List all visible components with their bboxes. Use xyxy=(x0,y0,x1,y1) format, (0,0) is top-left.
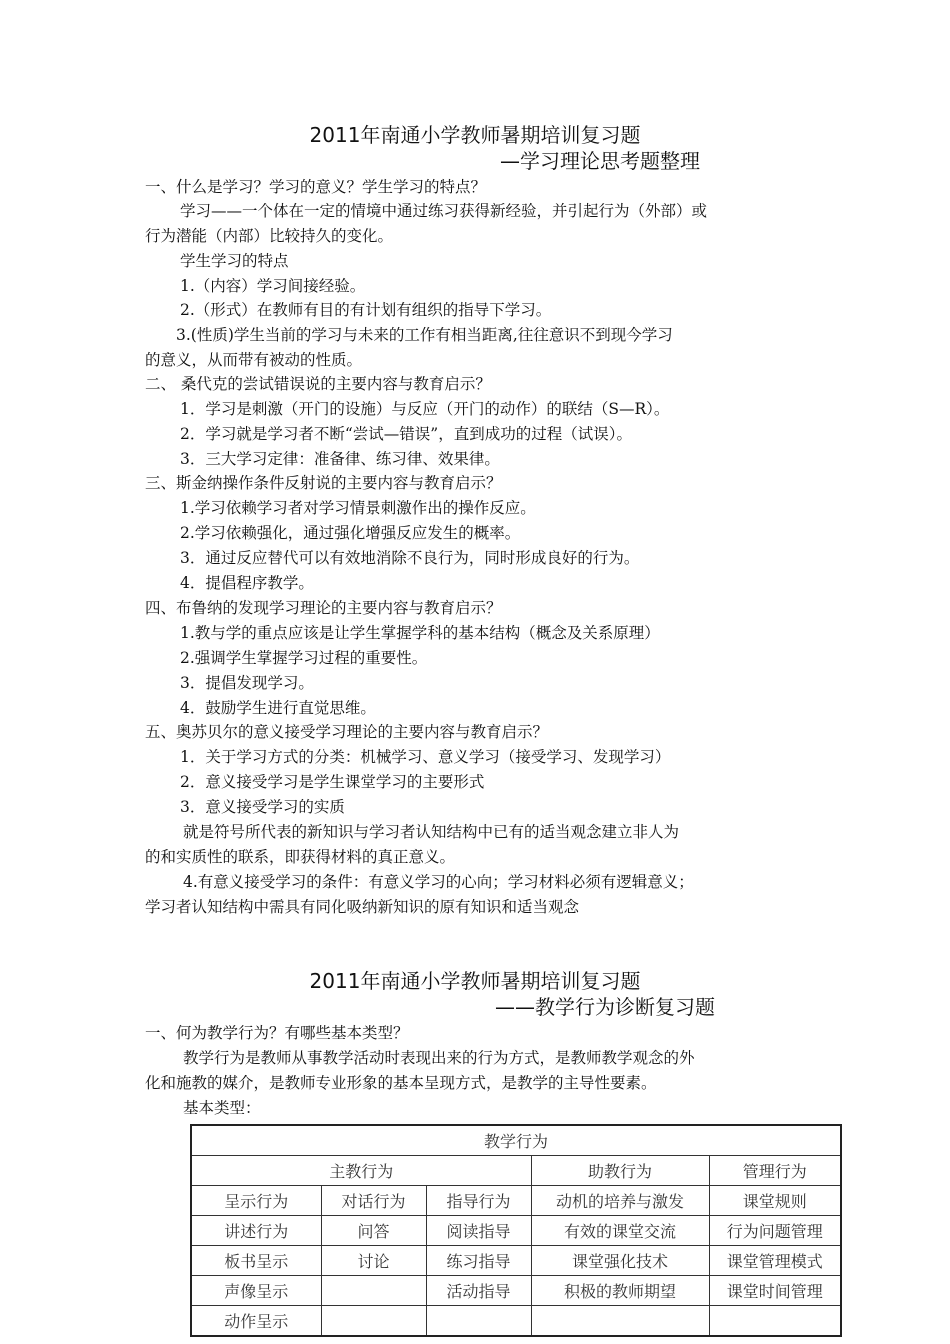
paragraph-line: 学习者认知结构中需具有同化吸纳新知识的原有知识和适当观念 xyxy=(145,898,580,916)
table-row xyxy=(191,1276,841,1306)
list-item: 2.学习依赖强化，通过强化增强反应发生的概率。 xyxy=(180,524,521,542)
group-cell-manage: 管理行为 xyxy=(709,1156,841,1186)
group-cell-main: 主教行为 xyxy=(191,1156,531,1186)
question-heading: 四、布鲁纳的发现学习理论的主要内容与教育启示？ xyxy=(145,599,502,617)
list-item: 3．提倡发现学习。 xyxy=(180,674,314,692)
question-heading: 一、何为教学行为？有哪些基本类型？ xyxy=(145,1024,409,1042)
list-item: 3．三大学习定律：准备律、练习律、效果律。 xyxy=(180,450,500,468)
paragraph-line: 化和施教的媒介，是教师专业形象的基本呈现方式，是教学的主导性要素。 xyxy=(145,1074,657,1092)
table-cell: 课堂时间管理 xyxy=(709,1276,841,1306)
list-item: 3．通过反应替代可以有效地消除不良行为，同时形成良好的行为。 xyxy=(180,549,640,567)
list-item: 2.强调学生掌握学习过程的重要性。 xyxy=(180,649,428,667)
list-item: 2.（形式）在教师有目的有计划有组织的指导下学习。 xyxy=(180,301,552,319)
paragraph-line: 学生学习的特点 xyxy=(180,252,289,270)
table-cell: 呈示行为 xyxy=(191,1186,321,1216)
list-item: 3.(性质)学生当前的学习与未来的工作有相当距离,往往意识不到现今学习 xyxy=(176,326,673,344)
table-cell: 指导行为 xyxy=(426,1186,531,1216)
table-cell: 阅读指导 xyxy=(426,1216,531,1246)
table-cell: 活动指导 xyxy=(426,1276,531,1306)
table-cell: 动作呈示 xyxy=(191,1306,321,1337)
list-item: 1．学习是刺激（开门的设施）与反应（开门的动作）的联结（S—R）。 xyxy=(180,400,670,418)
table-cell: 有效的课堂交流 xyxy=(531,1216,709,1246)
table-cell: 讨论 xyxy=(321,1246,426,1276)
table-group-row xyxy=(191,1156,841,1186)
question-heading: 三、斯金纳操作条件反射说的主要内容与教育启示？ xyxy=(145,474,502,492)
table-cell xyxy=(321,1276,426,1306)
paragraph-line: 教学行为是教师从事教学活动时表现出来的行为方式，是教师教学观念的外 xyxy=(183,1049,695,1067)
table-cell xyxy=(426,1306,531,1337)
table-cell: 对话行为 xyxy=(321,1186,426,1216)
teaching-behavior-table xyxy=(190,1124,842,1337)
question-heading: 五、奥苏贝尔的意义接受学习理论的主要内容与教育启示？ xyxy=(145,723,549,741)
table-cell: 讲述行为 xyxy=(191,1216,321,1246)
paragraph-line: 的和实质性的联系，即获得材料的真正意义。 xyxy=(145,848,456,866)
table-cell: 积极的教师期望 xyxy=(531,1276,709,1306)
table-cell: 声像呈示 xyxy=(191,1276,321,1306)
list-item: 3．意义接受学习的实质 xyxy=(180,798,345,816)
list-item: 1.教与学的重点应该是让学生掌握学科的基本结构（概念及关系原理） xyxy=(180,624,660,642)
list-item: 2．学习就是学习者不断“尝试—错误”，直到成功的过程（试误）。 xyxy=(180,425,632,443)
table-cell: 行为问题管理 xyxy=(709,1216,841,1246)
list-item: 2．意义接受学习是学生课堂学习的主要形式 xyxy=(180,773,485,791)
table-cell xyxy=(709,1306,841,1337)
table-cell: 课堂规则 xyxy=(709,1186,841,1216)
paragraph-line: 行为潜能（内部）比较持久的变化。 xyxy=(145,227,394,245)
table-header-row xyxy=(191,1125,841,1156)
group-cell-assist: 助教行为 xyxy=(531,1156,709,1186)
table-row xyxy=(191,1186,841,1216)
question-heading: 二、 桑代克的尝试错误说的主要内容与教育启示？ xyxy=(145,375,491,393)
paragraph-line: 基本类型： xyxy=(183,1099,261,1117)
section1-subtitle: —学习理论思考题整理 xyxy=(500,149,700,173)
table-cell: 课堂强化技术 xyxy=(531,1246,709,1276)
paragraph-line: 学习——一个体在一定的情境中通过练习获得新经验，并引起行为（外部）或 xyxy=(180,202,708,220)
paragraph-line: 的意义，从而带有被动的性质。 xyxy=(145,351,363,369)
section2-subtitle: ——教学行为诊断复习题 xyxy=(495,995,715,1019)
table-cell: 课堂管理模式 xyxy=(709,1246,841,1276)
table-header-cell: 教学行为 xyxy=(191,1125,841,1156)
list-item: 4．提倡程序教学。 xyxy=(180,574,314,592)
table-row xyxy=(191,1306,841,1337)
list-item: 1.学习依赖学习者对学习情景刺激作出的操作反应。 xyxy=(180,499,536,517)
list-item: 1．关于学习方式的分类：机械学习、意义学习（接受学习、发现学习） xyxy=(180,748,671,766)
section2-title: 2011年南通小学教师暑期培训复习题 xyxy=(309,969,641,993)
table-row xyxy=(191,1216,841,1246)
table-cell xyxy=(531,1306,709,1337)
table-cell: 动机的培养与激发 xyxy=(531,1186,709,1216)
table-cell: 问答 xyxy=(321,1216,426,1246)
section1-title: 2011年南通小学教师暑期培训复习题 xyxy=(309,123,641,147)
paragraph-line: 就是符号所代表的新知识与学习者认知结构中已有的适当观念建立非人为 xyxy=(183,823,680,841)
list-item: 4．鼓励学生进行直觉思维。 xyxy=(180,699,376,717)
table-cell xyxy=(321,1306,426,1337)
list-item: 1.（内容）学习间接经验。 xyxy=(180,277,366,295)
table-row xyxy=(191,1246,841,1276)
table-cell: 练习指导 xyxy=(426,1246,531,1276)
table-cell: 板书呈示 xyxy=(191,1246,321,1276)
list-item: 4.有意义接受学习的条件：有意义学习的心向；学习材料必须有逻辑意义； xyxy=(183,873,694,891)
question-heading: 一、什么是学习？学习的意义？学生学习的特点？ xyxy=(145,178,487,196)
